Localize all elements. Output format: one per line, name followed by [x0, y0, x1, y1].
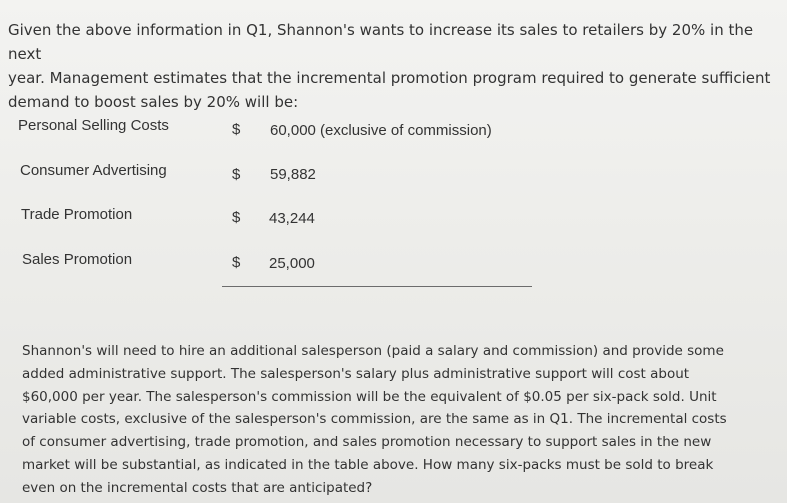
currency-symbol: $ [232, 121, 241, 138]
cost-label-personal-selling: Personal Selling Costs [18, 117, 169, 134]
currency-symbol: $ [232, 254, 241, 271]
question-paragraph [22, 340, 767, 500]
intro-line: demand to boost sales by 20% will be: [8, 93, 299, 111]
intro-line: year. Management estimates that the incremental promotion program required to generate sufficient [8, 69, 771, 87]
question-line: even on the incremental costs that are anticipated? [22, 479, 373, 496]
cost-label-sales-promotion: Sales Promotion [22, 251, 133, 268]
currency-symbol: $ [232, 166, 241, 183]
cost-value-sales-promotion: 25,000 [269, 255, 315, 272]
cost-value-trade-promotion: 43,244 [269, 210, 315, 227]
question-line: market will be substantial, as indicated in the table above. How many six-packs must be sold to break [22, 456, 714, 473]
currency-symbol: $ [232, 209, 241, 226]
question-line: Shannon's will need to hire an additional salesperson (paid a salary and commission) and provide some [22, 343, 724, 359]
total-rule [222, 286, 532, 287]
question-line: added administrative support. The salesperson's salary plus administrative support will cost about [22, 365, 690, 382]
intro-line: Given the above information in Q1, Shannon's wants to increase its sales to retailers by 20% in the next [8, 21, 754, 63]
question-line: variable costs, exclusive of the salesperson's commission, are the same as in Q1. The incremental costs [22, 411, 727, 428]
cost-label-trade-promotion: Trade Promotion [21, 206, 133, 223]
cost-label-consumer-advertising: Consumer Advertising [20, 162, 167, 179]
cost-value-consumer-advertising: 59,882 [270, 166, 316, 183]
question-line: $60,000 per year. The salesperson's commission will be the equivalent of $0.05 per six-pack sold. Unit [22, 388, 717, 405]
cost-value-personal-selling: 60,000 (exclusive of commission) [270, 122, 492, 139]
question-line: of consumer advertising, trade promotion, and sales promotion necessary to support sales in the new [22, 434, 712, 451]
